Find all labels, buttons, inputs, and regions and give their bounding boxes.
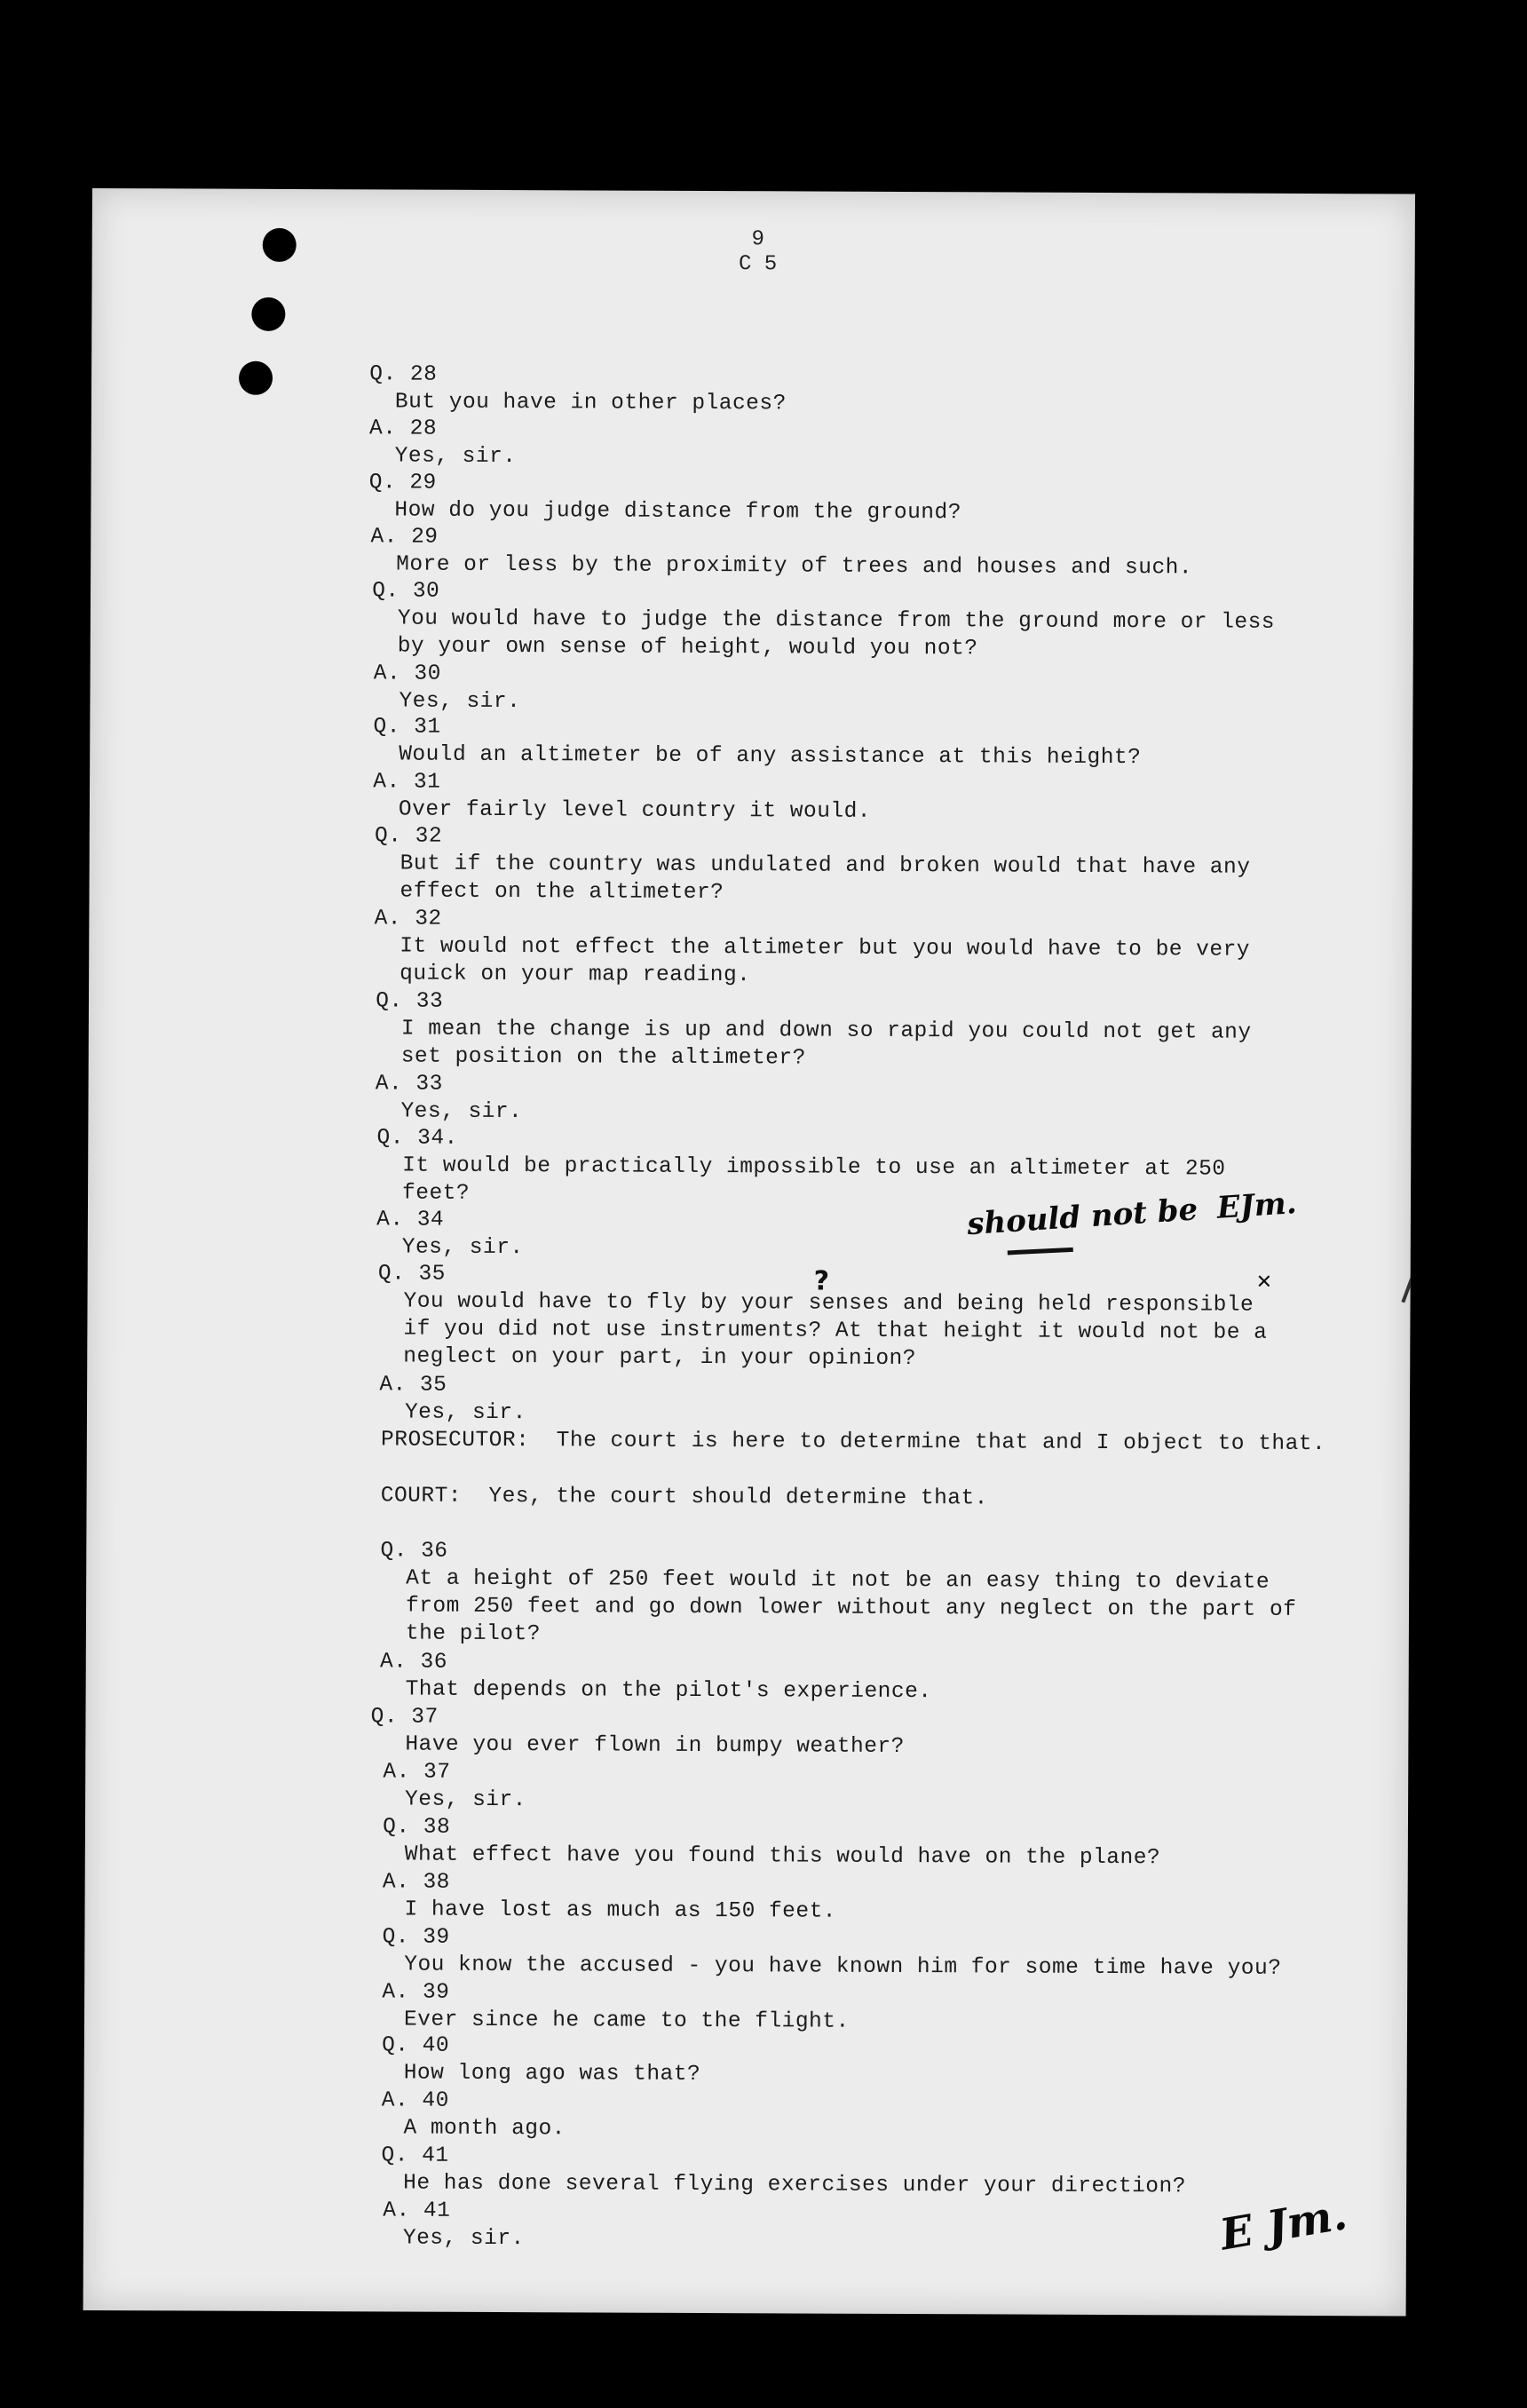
row-label: Q. 35 bbox=[377, 1262, 446, 1287]
row-text: That depends on the pilot's experience. bbox=[405, 1677, 932, 1705]
row-label: Q. 31 bbox=[373, 715, 441, 740]
row-label: A. 41 bbox=[383, 2198, 451, 2223]
row-label: Q. 28 bbox=[369, 362, 438, 387]
row-text: The court is here to determine that and I object to that. bbox=[556, 1429, 1326, 1457]
row-text: Yes, sir. bbox=[402, 2226, 525, 2252]
row-label: A. 35 bbox=[379, 1373, 447, 1398]
row-text: More or less by the proximity of trees and houses and such. bbox=[396, 552, 1193, 581]
margin-mark bbox=[1401, 1252, 1415, 1303]
row-text: Yes, sir. bbox=[394, 444, 517, 470]
row-label: A. 28 bbox=[368, 416, 438, 441]
row-text: It would not effect the altimeter but you would have to be very quick on your map reading. bbox=[400, 934, 1251, 988]
row-text: Yes, sir. bbox=[401, 1235, 524, 1261]
punch-hole bbox=[263, 228, 297, 262]
transcript-row bbox=[299, 1454, 988, 1540]
punch-hole bbox=[251, 297, 285, 331]
row-label: A. 30 bbox=[373, 661, 441, 686]
row-text: But if the country was undulated and broken would that have any effect on the altimeter? bbox=[400, 852, 1251, 906]
row-text: How do you judge distance from the ground? bbox=[394, 498, 961, 526]
transcript-row bbox=[299, 1509, 1297, 1647]
row-text: Yes, sir. bbox=[405, 1787, 526, 1813]
speaker-label: COURT: bbox=[380, 1484, 463, 1509]
row-text: I mean the change is up and down so rapid you could not get any set position on the altimeter? bbox=[400, 1017, 1252, 1071]
row-text: Yes, sir. bbox=[404, 1400, 526, 1426]
strikethrough-mark bbox=[1008, 1248, 1073, 1255]
row-text: You would have to fly by your senses and being held responsible if you did not use instruments? At that height it would not be a neglect on your part, in your opinion? bbox=[403, 1289, 1268, 1372]
row-label: A. 34 bbox=[376, 1208, 445, 1232]
row-label: A. 33 bbox=[375, 1072, 443, 1097]
row-label: Q. 41 bbox=[381, 2143, 449, 2168]
transcript-row bbox=[302, 2169, 525, 2279]
row-label: Q. 36 bbox=[380, 1539, 448, 1564]
row-label: A. 29 bbox=[370, 525, 439, 550]
correction-text: should not be bbox=[966, 1192, 1199, 1243]
correction-initials: EJm. bbox=[1215, 1185, 1298, 1226]
row-text: Over fairly level country it would. bbox=[398, 797, 872, 824]
row-label: Q. 34. bbox=[376, 1126, 458, 1151]
row-label: Q. 33 bbox=[376, 989, 444, 1014]
row-label: Q. 30 bbox=[372, 579, 440, 604]
row-text: Yes, the court should determine that. bbox=[488, 1484, 988, 1511]
row-label: Q. 40 bbox=[382, 2033, 450, 2058]
row-text: Yes, sir. bbox=[399, 689, 521, 715]
question-mark-insert: ? bbox=[813, 1265, 830, 1297]
row-label: A. 38 bbox=[382, 1870, 450, 1895]
row-label: A. 40 bbox=[381, 2088, 449, 2113]
row-text: How long ago was that? bbox=[403, 2061, 701, 2087]
row-label: A. 36 bbox=[379, 1650, 448, 1675]
punch-hole bbox=[239, 361, 273, 395]
row-text: At a height of 250 feet would it not be an easy thing to deviate from 250 feet and go down lower without any neglect on the part of the pilot? bbox=[405, 1566, 1297, 1647]
row-text: You would have to judge the distance from the ground more or less by your own sense of height, would you not? bbox=[397, 606, 1276, 661]
document-page bbox=[83, 188, 1415, 2316]
row-text: Ever since he came to the flight. bbox=[403, 2008, 850, 2034]
row-label: Q. 38 bbox=[383, 1815, 451, 1840]
row-label: Q. 29 bbox=[368, 471, 437, 495]
signature-initials: E Jm. bbox=[1216, 2190, 1351, 2261]
row-text: You know the accused - you have known him for some time have you? bbox=[404, 1953, 1282, 1981]
row-text: What effect have you found this would have on the plane? bbox=[404, 1842, 1161, 1871]
row-label: A. 32 bbox=[374, 907, 442, 931]
row-text: Yes, sir. bbox=[400, 1099, 523, 1125]
row-label: Q. 32 bbox=[374, 824, 443, 849]
row-text: He has done several flying exercises under your direction? bbox=[403, 2171, 1186, 2199]
speaker-label: PROSECUTOR: bbox=[381, 1428, 530, 1454]
page-code: C 5 bbox=[738, 252, 778, 277]
row-text: Would an altimeter be of any assistance at this height? bbox=[399, 742, 1142, 771]
row-text: Have you ever flown in bumpy weather? bbox=[405, 1732, 905, 1760]
row-text: It would be practically impossible to use an altimeter at 250 feet? bbox=[402, 1153, 1226, 1206]
page-number: 9 bbox=[751, 227, 765, 252]
caret-insert: ✕ bbox=[1255, 1271, 1273, 1294]
row-label: Q. 39 bbox=[382, 1925, 450, 1950]
row-label: A. 39 bbox=[382, 1980, 450, 2005]
row-label: Q. 37 bbox=[370, 1705, 439, 1730]
row-label: A. 31 bbox=[373, 770, 441, 795]
row-text: But you have in other places? bbox=[394, 390, 787, 416]
row-text: I have lost as much as 150 feet. bbox=[404, 1897, 837, 1924]
row-label: A. 37 bbox=[383, 1760, 451, 1785]
row-text: A month ago. bbox=[403, 2116, 566, 2142]
